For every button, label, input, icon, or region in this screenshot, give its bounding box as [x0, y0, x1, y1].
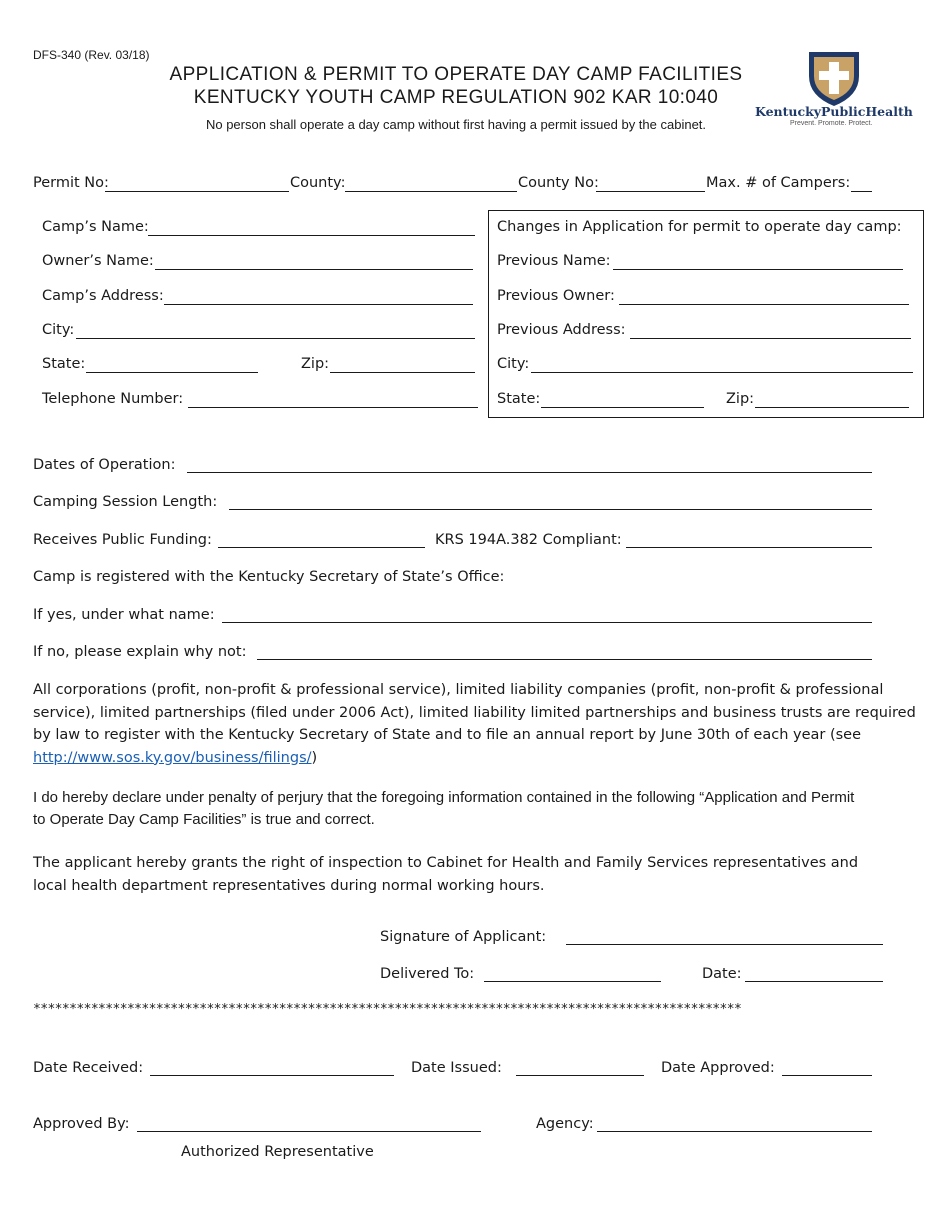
agency-label: Agency:	[536, 1116, 594, 1132]
permit-no-field[interactable]	[105, 191, 289, 192]
date-approved-field[interactable]	[782, 1075, 872, 1076]
max-campers-field[interactable]	[851, 191, 872, 192]
krs-compliant-label: KRS 194A.382 Compliant:	[435, 532, 622, 548]
changes-zip-label: Zip:	[726, 391, 755, 407]
previous-name-field[interactable]	[613, 269, 903, 270]
previous-address-field[interactable]	[630, 338, 911, 339]
if-yes-label: If yes, under what name:	[33, 607, 215, 623]
registered-label: Camp is registered with the Kentucky Secretary of State’s Office:	[33, 569, 505, 585]
authorized-representative-caption: Authorized Representative	[181, 1144, 374, 1160]
changes-box	[488, 210, 924, 418]
delivered-to-label: Delivered To:	[380, 966, 475, 982]
permit-no-label: Permit No:	[33, 175, 109, 191]
signature-field[interactable]	[566, 944, 883, 945]
signature-label: Signature of Applicant:	[380, 929, 547, 945]
changes-zip-field[interactable]	[755, 407, 909, 408]
camp-address-field[interactable]	[164, 304, 473, 305]
county-label: County:	[290, 175, 346, 191]
krs-compliant-field[interactable]	[626, 547, 872, 548]
max-campers-label: Max. # of Campers:	[706, 175, 851, 191]
corporations-end: )	[311, 749, 318, 766]
form-code: DFS-340 (Rev. 03/18)	[33, 48, 150, 62]
county-no-label: County No:	[518, 175, 599, 191]
state-label: State:	[42, 356, 86, 372]
county-field[interactable]	[345, 191, 517, 192]
city-field[interactable]	[76, 338, 475, 339]
city-label: City:	[42, 322, 75, 338]
date-received-label: Date Received:	[33, 1060, 144, 1076]
if-no-label: If no, please explain why not:	[33, 644, 247, 660]
previous-address-label: Previous Address:	[497, 322, 626, 338]
form-title-line1: APPLICATION & PERMIT TO OPERATE DAY CAMP FACILITIES	[169, 64, 743, 85]
dates-of-operation-label: Dates of Operation:	[33, 457, 176, 473]
date-issued-label: Date Issued:	[411, 1060, 502, 1076]
changes-city-field[interactable]	[531, 372, 913, 373]
dates-of-operation-field[interactable]	[187, 472, 872, 473]
kentucky-public-health-shield-icon	[803, 46, 865, 108]
camp-name-label: Camp’s Name:	[42, 219, 149, 235]
public-funding-field[interactable]	[218, 547, 425, 548]
changes-state-label: State:	[497, 391, 541, 407]
corporations-paragraph	[33, 679, 918, 769]
approved-by-label: Approved By:	[33, 1116, 130, 1132]
sos-filings-link[interactable]: http://www.sos.ky.gov/business/filings/	[33, 749, 312, 766]
date-issued-field[interactable]	[516, 1075, 644, 1076]
session-length-label: Camping Session Length:	[33, 494, 218, 510]
corporations-text: All corporations (profit, non-profit & professional service), limited liability companies (profit, non-profit & professional service), limited partnerships (filed under 2006 Act), limited liability limited partnerships and business trusts are required by law to register with the Kentucky Secretary of State and to file an annual report by June 30th of each year (see	[33, 682, 916, 743]
date-approved-label: Date Approved:	[661, 1060, 775, 1076]
signature-date-label: Date:	[702, 966, 742, 982]
owner-name-field[interactable]	[155, 269, 473, 270]
form-title-line2: KENTUCKY YOUTH CAMP REGULATION 902 KAR 10:040	[193, 87, 719, 108]
declaration-paragraph: I do hereby declare under penalty of perjury that the foregoing information contained in the following “Application and Permit to Operate Day Camp Facilities” is true and correct.	[33, 789, 855, 828]
changes-city-label: City:	[497, 356, 530, 372]
session-length-field[interactable]	[229, 509, 872, 510]
telephone-label: Telephone Number:	[42, 391, 184, 407]
signature-date-field[interactable]	[745, 981, 883, 982]
separator-line: **************************************************************************************************	[33, 1002, 742, 1017]
telephone-field[interactable]	[188, 407, 478, 408]
public-funding-label: Receives Public Funding:	[33, 532, 212, 548]
zip-label: Zip:	[301, 356, 330, 372]
changes-heading: Changes in Application for permit to operate day camp:	[497, 219, 902, 235]
if-yes-field[interactable]	[222, 622, 872, 623]
camp-address-label: Camp’s Address:	[42, 288, 164, 304]
logo-name: KentuckyPublicHealth	[755, 104, 913, 119]
changes-state-field[interactable]	[541, 407, 704, 408]
previous-owner-label: Previous Owner:	[497, 288, 615, 304]
previous-name-label: Previous Name:	[497, 253, 611, 269]
permit-notice: No person shall operate a day camp without first having a permit issued by the cabinet.	[205, 117, 707, 132]
state-field[interactable]	[86, 372, 258, 373]
agency-field[interactable]	[597, 1131, 872, 1132]
zip-field[interactable]	[330, 372, 475, 373]
inspection-paragraph: The applicant hereby grants the right of inspection to Cabinet for Health and Family Services representatives and local health department representatives during normal working hours.	[33, 855, 859, 894]
owner-name-label: Owner’s Name:	[42, 253, 154, 269]
delivered-to-field[interactable]	[484, 981, 661, 982]
date-received-field[interactable]	[150, 1075, 394, 1076]
camp-name-field[interactable]	[148, 235, 475, 236]
if-no-field[interactable]	[257, 659, 872, 660]
logo-tagline: Prevent. Promote. Protect.	[790, 120, 873, 127]
county-no-field[interactable]	[596, 191, 705, 192]
previous-owner-field[interactable]	[619, 304, 909, 305]
approved-by-field[interactable]	[137, 1131, 481, 1132]
